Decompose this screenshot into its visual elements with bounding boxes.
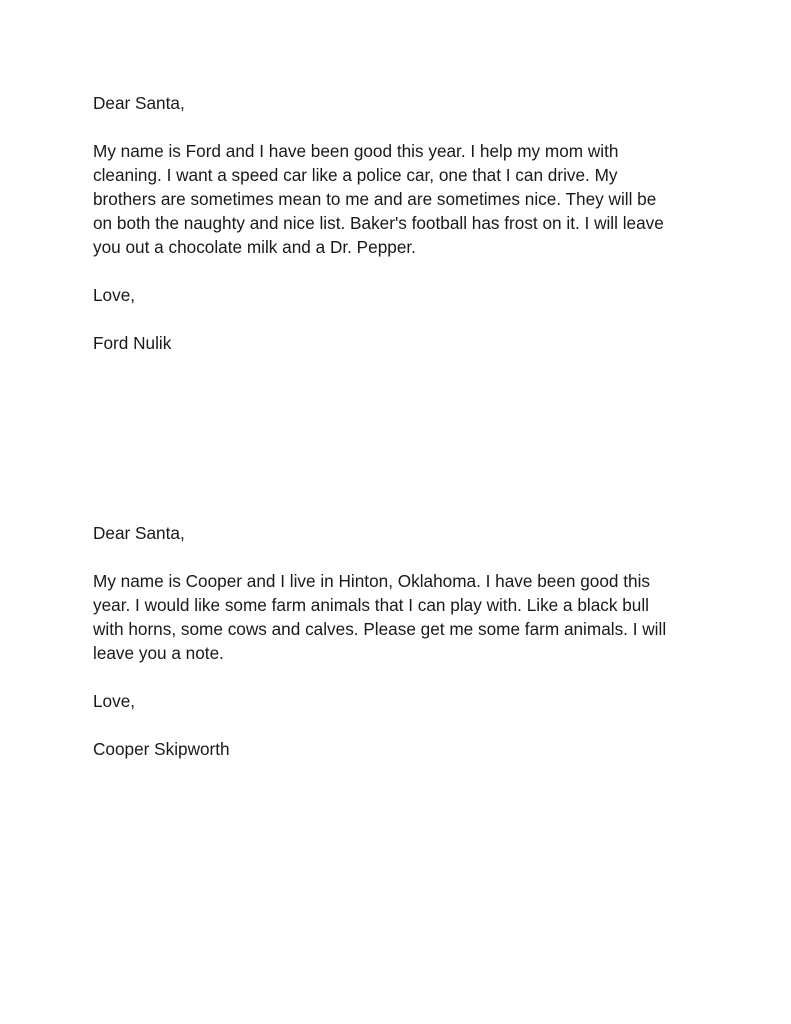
body-line: cleaning. I want a speed car like a police car, one that I can drive. My: [93, 165, 618, 185]
spacer: [93, 545, 713, 569]
body-line: year. I would like some farm animals that I can play with. Like a black bull: [93, 595, 649, 615]
spacer: [93, 665, 713, 689]
body-line: leave you a note.: [93, 643, 224, 663]
body-line: brothers are sometimes mean to me and are sometimes nice. They will be: [93, 189, 657, 209]
body-line: on both the naughty and nice list. Baker's football has frost on it. I will leave: [93, 213, 664, 233]
closing: Love,: [93, 285, 136, 305]
body-line: you out a chocolate milk and a Dr. Pepper.: [93, 237, 416, 257]
body-line: My name is Ford and I have been good this year. I help my mom with: [93, 141, 619, 161]
spacer: [93, 259, 713, 283]
letter-cooper: [93, 521, 713, 761]
spacer: [93, 115, 713, 139]
letter-body: [93, 569, 713, 665]
salutation: Dear Santa,: [93, 523, 185, 543]
closing: Love,: [93, 691, 136, 711]
letter-ford: [93, 91, 713, 355]
body-line: with horns, some cows and calves. Please get me some farm animals. I will: [93, 619, 667, 639]
spacer: [93, 307, 713, 331]
spacer: [93, 713, 713, 737]
signature: Ford Nulik: [93, 333, 172, 353]
salutation: Dear Santa,: [93, 93, 185, 113]
letter-body: [93, 139, 713, 259]
body-line: My name is Cooper and I live in Hinton, Oklahoma. I have been good this: [93, 571, 650, 591]
signature: Cooper Skipworth: [93, 739, 230, 759]
